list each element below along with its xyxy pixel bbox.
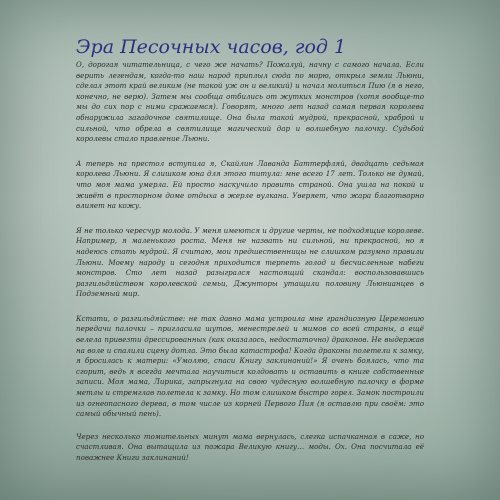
paragraph-5: Через несколько томительных минут мама вернулась, слегка испачканная в саже, но счастливая. Она вытащила из пожара Великую книгу… моды. Ох. Она посчитала её поважнее Книги заклинаний! xyxy=(76,431,424,462)
paragraph-4: Кстати, о разгильдяйстве: не так давно мама устроила мне грандиозную Церемонию передачи палочки – пригласила шутов, менестрелей и мимов со всей страны, а ещё велела привезти дрессированных (как оказалось, недостаточно) драконов. Не выдержав на воле и спалили сцену дотла. Это была катастрофа! Когда драконы полетели к замку, я бросилась к матери: «Умоляю, спаси Книгу заклинаний!» Я очень боялась, что та сгорит, ведь я всегда мечтала научиться колдовать и оставить в книге собственные записи. Моя мама, Лирика, запрыгнула на свою чудесную волшебную палочку в форме метлы и стремглав полетела к замку. Но том слишком быстро горел. Замок построили из огнеопасного дерева, в том числе из корней Первого Пия (я оставлю при своём: это самый обычный пень). xyxy=(76,313,424,419)
document-body xyxy=(76,60,424,464)
page-title: Эра Песочных часов, год 1 xyxy=(76,36,347,58)
paragraph-1: О, дорогая читательница, с чего же начать? Пожалуй, начну с самого начала. Если верить легендам, когда-то наш народ приплыл сюда по морю, открыл земли Льюни, сделал этот край великим (не такой уж он и великий) и начал молиться Пию (я в него, конечно, не верю). Затем мы сообща отбились от жутких монстров (хотя вообще-то мы до сих пор с ними сражаемся). Говорят, много лет назад самая первая королева обнаружила загадочное святилище. Она была такой мудрой, прекрасной, храброй и сильной, что обрела в святилище магический дар и волшебную палочку. Судьбой королевы стало правление Льюни. xyxy=(76,60,424,144)
paragraph-2: А теперь на престол вступила я, Скайлин Лаванда Баттерфляй, двадцать седьмая королева Льюни. Я слишком юна для этого титула: мне всего 17 лет. Только не думай, что моя мама умерла. Ей просто наскучило править страной. Она ушла на покой и живёт в просторном доме отдыха в жерле вулкана. Уверяет, что жара благотворно влияет на кожу. xyxy=(76,158,424,211)
paragraph-3: Я не только чересчур молода. У меня имеются и другие черты, не подходящие королеве. Например, я маленького роста. Меня не назвать ни сильной, ни прекрасной, но я надеюсь стать мудрой. Я считаю, мои предшественницы не слишком разумно правили Льюни. Моему народу и сегодня приходится терпеть голод и бесчисленные набеги монстров. Сто лет назад разыгрался настоящий скандал: воспользовавшись разгильдяйством королевской семьи, Джунторы утащили половину Льюнианцев в Подземный мир. xyxy=(76,225,424,299)
